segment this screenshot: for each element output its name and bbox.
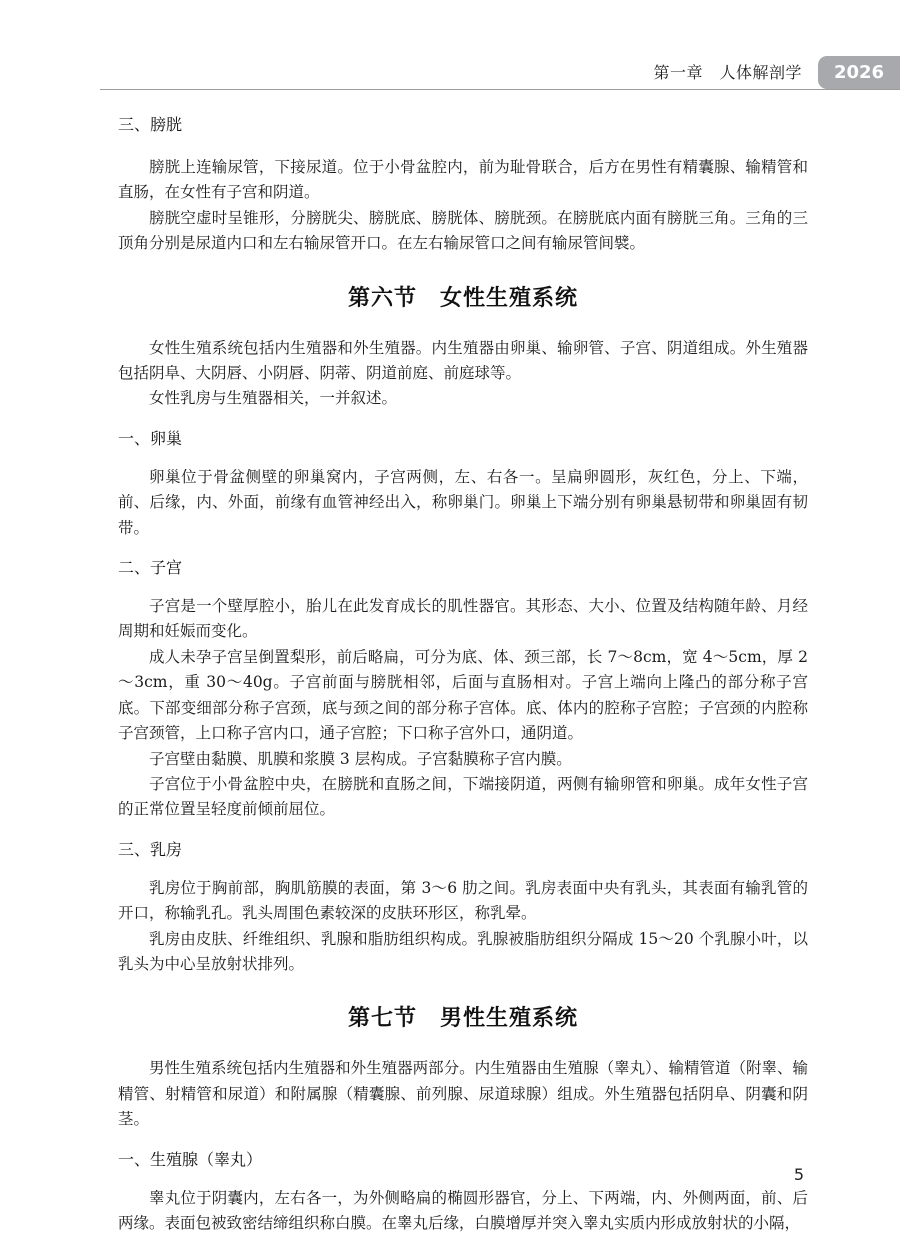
paragraph: 女性乳房与生殖器相关，一并叙述。 bbox=[149, 389, 398, 408]
section-title-male: 第七节 男性生殖系统 bbox=[347, 1005, 578, 1032]
paragraph: 子宫壁由黏膜、肌膜和浆膜 3 层构成。子宫黏膜称子宫内膜。 bbox=[149, 749, 572, 768]
paragraph: 子宫是一个壁厚腔小，胎儿在此发育成长的肌性器官。其形态、大小、位置及结构随年龄、月经周期和妊娠而变化。 bbox=[118, 597, 808, 641]
paragraph: 膀胱空虚时呈锥形，分膀胱尖、膀胱底、膀胱体、膀胱颈。在膀胱底内面有膀胱三角。三角的三顶角分别是尿道内口和左右输尿管开口。在左右输尿管口之间有输尿管间襞。 bbox=[118, 208, 808, 253]
heading-breast: 三、乳房 bbox=[118, 839, 183, 859]
paragraph: 子宫位于小骨盆腔中央，在膀胱和直肠之间，下端接阴道，两侧有输卵管和卵巢。成年女性子宫的正常位置呈轻度前倾前屈位。 bbox=[118, 774, 808, 819]
header-divider bbox=[100, 89, 900, 90]
paragraph: 乳房由皮肤、纤维组织、乳腺和脂肪组织构成。乳腺被脂肪组织分隔成 15～20 个乳腺小叶，以乳头为中心呈放射状排列。 bbox=[118, 929, 808, 973]
running-header-chapter: 第一章 人体解剖学 bbox=[653, 63, 802, 82]
running-header-year-tab: 2026 bbox=[818, 56, 900, 89]
section-title-female: 第六节 女性生殖系统 bbox=[347, 284, 578, 311]
page-number: 5 bbox=[793, 1165, 804, 1184]
paragraph: 成人未孕子宫呈倒置梨形，前后略扁，可分为底、体、颈三部，长 7～8cm，宽 4～5cm，厚 2～3cm，重 30～40g。子宫前面与膀胱相邻，后面与直肠相对。子宫上端向上隆凸的部分称子宫底。下部变细部分称子宫颈，底与颈之间的部分称子宫体。底、体内的腔称子宫腔；子宫颈的内腔称子宫颈管，上口称子宫内口，通子宫腔；下口称子宫外口，通阴道。 bbox=[118, 647, 808, 743]
paragraph: 女性生殖系统包括内生殖器和外生殖器。内生殖器由卵巢、输卵管、子宫、阴道组成。外生殖器包括阴阜、大阴唇、小阴唇、阴蒂、阴道前庭、前庭球等。 bbox=[118, 338, 808, 383]
paragraph: 睾丸位于阴囊内，左右各一，为外侧略扁的椭圆形器官，分上、下两端，内、外侧两面，前、后两缘。表面包被致密结缔组织称白膜。在睾丸后缘，白膜增厚并突入睾丸实质内形成放射状的小隔， bbox=[118, 1188, 808, 1232]
page-body bbox=[118, 105, 808, 1236]
paragraph: 男性生殖系统包括内生殖器和外生殖器两部分。内生殖器由生殖腺（睾丸）、输精管道（附睾、输精管、射精管和尿道）和附属腺（精囊腺、前列腺、尿道球腺）组成。外生殖器包括阴阜、阴囊和阴茎。 bbox=[118, 1059, 808, 1129]
heading-testis: 一、生殖腺（睾丸） bbox=[118, 1149, 263, 1169]
heading-bladder: 三、膀胱 bbox=[118, 115, 183, 134]
paragraph: 乳房位于胸前部，胸肌筋膜的表面，第 3～6 肋之间。乳房表面中央有乳头，其表面有输乳管的开口，称输乳孔。乳头周围色素较深的皮肤环形区，称乳晕。 bbox=[118, 878, 808, 923]
paragraph: 膀胱上连输尿管，下接尿道。位于小骨盆腔内，前为耻骨联合，后方在男性有精囊腺、输精管和直肠，在女性有子宫和阴道。 bbox=[118, 158, 808, 202]
paragraph: 卵巢位于骨盆侧壁的卵巢窝内，子宫两侧，左、右各一。呈扁卵圆形，灰红色，分上、下端，前、后缘，内、外面，前缘有血管神经出入，称卵巢门。卵巢上下端分别有卵巢悬韧带和卵巢固有韧带。 bbox=[118, 467, 808, 537]
heading-uterus: 二、子宫 bbox=[118, 558, 183, 578]
heading-ovary: 一、卵巢 bbox=[118, 428, 183, 448]
